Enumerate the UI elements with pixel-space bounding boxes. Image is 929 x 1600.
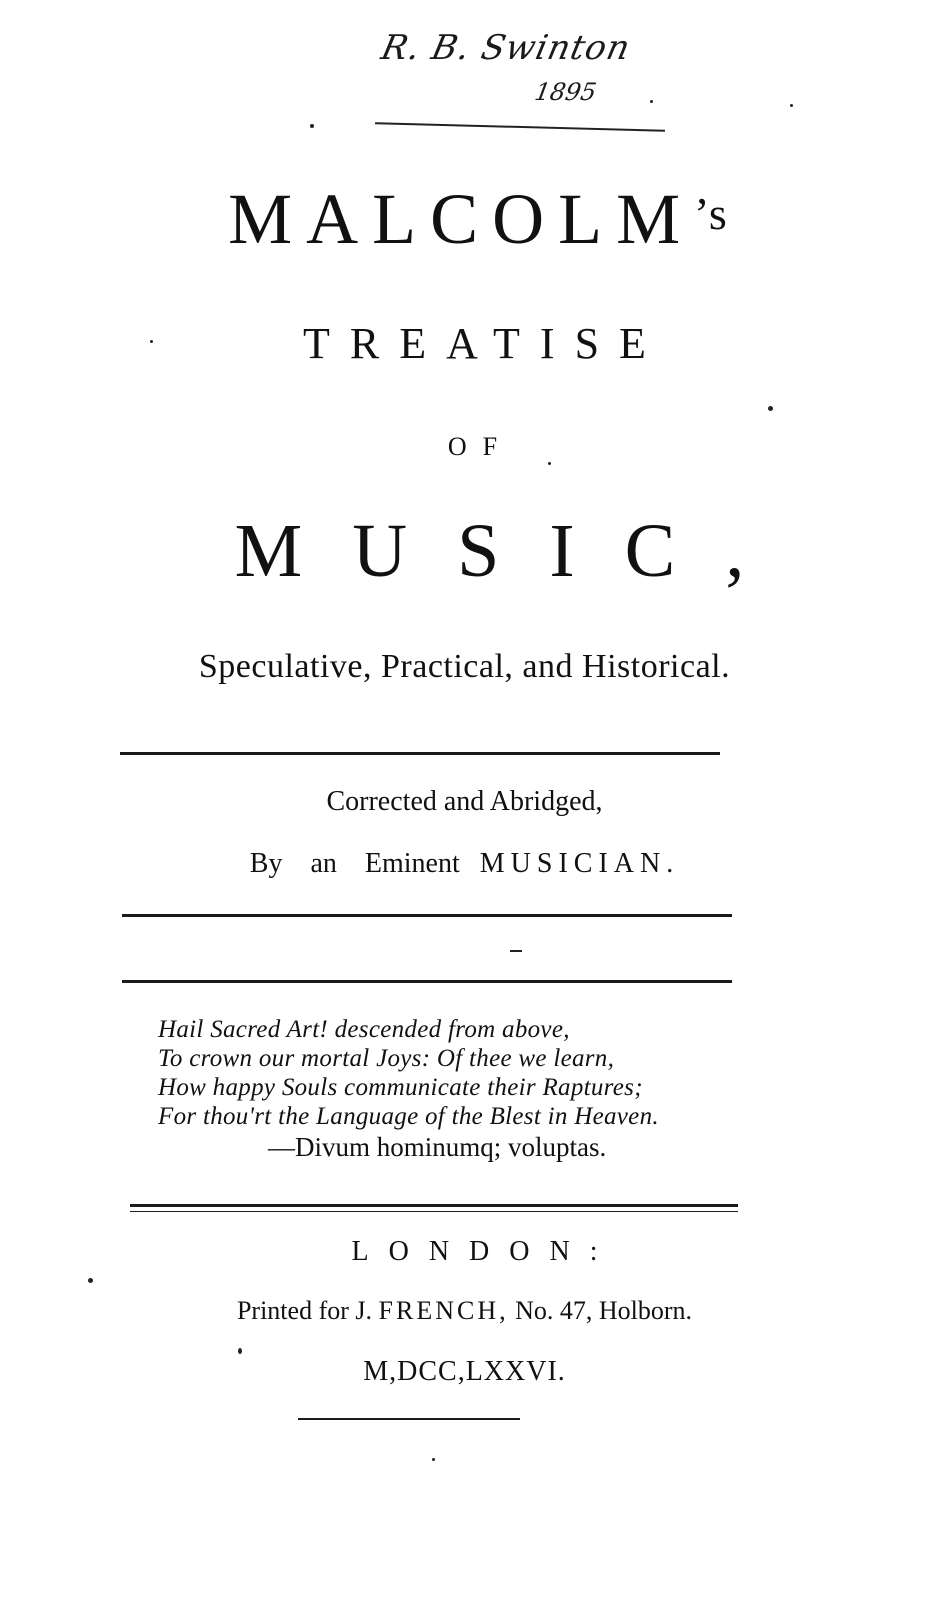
- author-possessive: ’s: [694, 188, 729, 239]
- ink-speck: [310, 124, 314, 128]
- title-music: MUSIC,: [234, 509, 795, 593]
- double-rule-top: [130, 1204, 738, 1207]
- subtitle: Speculative, Practical, and Historical.: [198, 648, 731, 685]
- epigraph-verse: [158, 1015, 778, 1163]
- imprint-city: LONDON:: [351, 1236, 618, 1267]
- title-author: [0, 178, 929, 261]
- by-word: By: [249, 848, 283, 879]
- ink-speck: [150, 340, 153, 343]
- latin-motto: —Divum hominumq; voluptas.: [268, 1132, 607, 1162]
- ink-speck: [548, 462, 551, 465]
- closing-rule: [298, 1418, 520, 1420]
- ink-speck: [88, 1278, 93, 1283]
- inscription-year: 1895: [532, 78, 599, 106]
- ink-speck: [768, 406, 773, 411]
- ink-speck: [650, 100, 653, 103]
- verse-line: For thou'rt the Language of the Blest in Heaven.: [158, 1103, 659, 1130]
- ink-speck: [510, 950, 522, 952]
- inscription-underline: [375, 122, 665, 132]
- imprint-printer: [0, 1296, 929, 1326]
- ink-speck: [790, 104, 793, 107]
- double-rule-bottom: [130, 1211, 738, 1212]
- divider-rule: [122, 914, 732, 917]
- ink-speck: [238, 1348, 242, 1354]
- title-treatise: TREATISE: [303, 319, 666, 368]
- imprint-date: M,DCC,LXXVI.: [363, 1356, 566, 1387]
- printer-address: No. 47, Holborn.: [515, 1296, 693, 1325]
- handwritten-inscription: [370, 18, 670, 148]
- inscription-name: R. B. Swinton: [377, 28, 635, 68]
- title-of: OF: [447, 432, 514, 461]
- author-name: MALCOLM: [228, 179, 695, 259]
- divider-rule: [120, 752, 720, 755]
- verse-line: How happy Souls communicate their Raptures;: [158, 1074, 643, 1101]
- verse-line: To crown our mortal Joys: Of thee we learn,: [158, 1045, 615, 1072]
- an-word: an: [310, 848, 337, 879]
- edition-corrected: Corrected and Abridged,: [326, 786, 603, 817]
- ink-speck: [432, 1458, 435, 1461]
- divider-rule: [122, 980, 732, 983]
- musician-word: MUSICIAN.: [479, 848, 680, 879]
- printed-for: Printed for J.: [236, 1296, 373, 1325]
- printer-name: FRENCH,: [378, 1296, 509, 1325]
- eminent-word: Eminent: [364, 848, 460, 879]
- verse-line: Hail Sacred Art! descended from above,: [158, 1016, 570, 1043]
- edition-author-line: [0, 848, 929, 880]
